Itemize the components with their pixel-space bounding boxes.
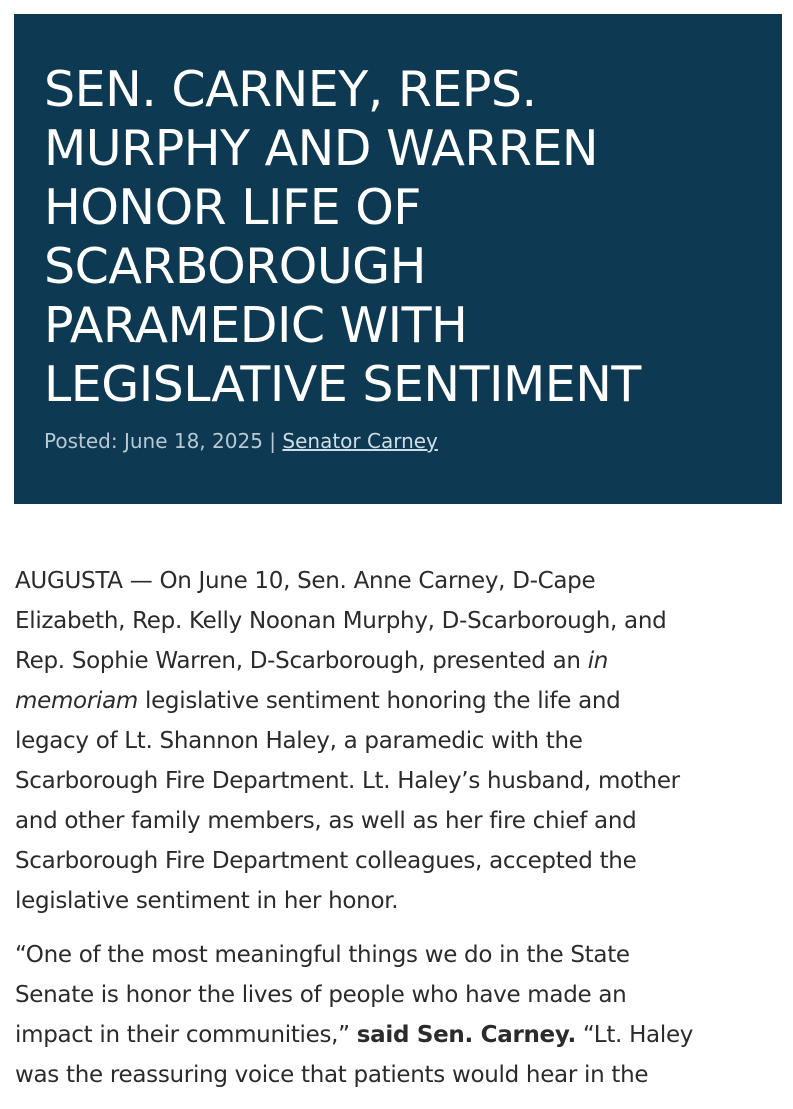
author-link[interactable]: Senator Carney	[282, 429, 438, 453]
article-title: SEN. CARNEY, REPS. MURPHY AND WARREN HONOR LIFE OF SCARBOROUGH PARAMEDIC WITH LEGISLATIVE SENTIMENT	[44, 61, 641, 413]
posted-date: Posted: June 18, 2025	[44, 429, 263, 453]
post-meta	[44, 427, 438, 455]
in-memoriam-italic: in memoriam	[15, 648, 609, 714]
paragraph-intro-text-2: legislative sentiment honoring the life and legacy of Lt. Shannon Haley, a paramedic with the Scarborough Fire Department. Lt. Haley’s husband, mother and other family members, as well as her fire chief and Scarborough Fire Department colleagues, accepted the legislative sentiment in her honor.	[15, 688, 680, 914]
speaker-attribution: said Sen. Carney.	[356, 1022, 576, 1048]
paragraph-intro	[15, 561, 783, 921]
paragraph-intro-text-1: AUGUSTA — On June 10, Sen. Anne Carney, D-Cape Elizabeth, Rep. Kelly Noonan Murphy, D-Scarborough, and Rep. Sophie Warren, D-Scarborough, presented an	[15, 568, 667, 674]
paragraph-quote-text-1: “One of the most meaningful things we do in the State Senate is honor the lives of people who have made an impact in their communities,”	[15, 942, 630, 1048]
paragraph-quote	[15, 935, 783, 1095]
article-header	[14, 14, 782, 504]
meta-separator: |	[269, 429, 277, 453]
article-body	[15, 561, 783, 1109]
paragraph-quote-text-2: “Lt. Haley was the reassuring voice that patients would hear in the	[15, 1022, 694, 1088]
